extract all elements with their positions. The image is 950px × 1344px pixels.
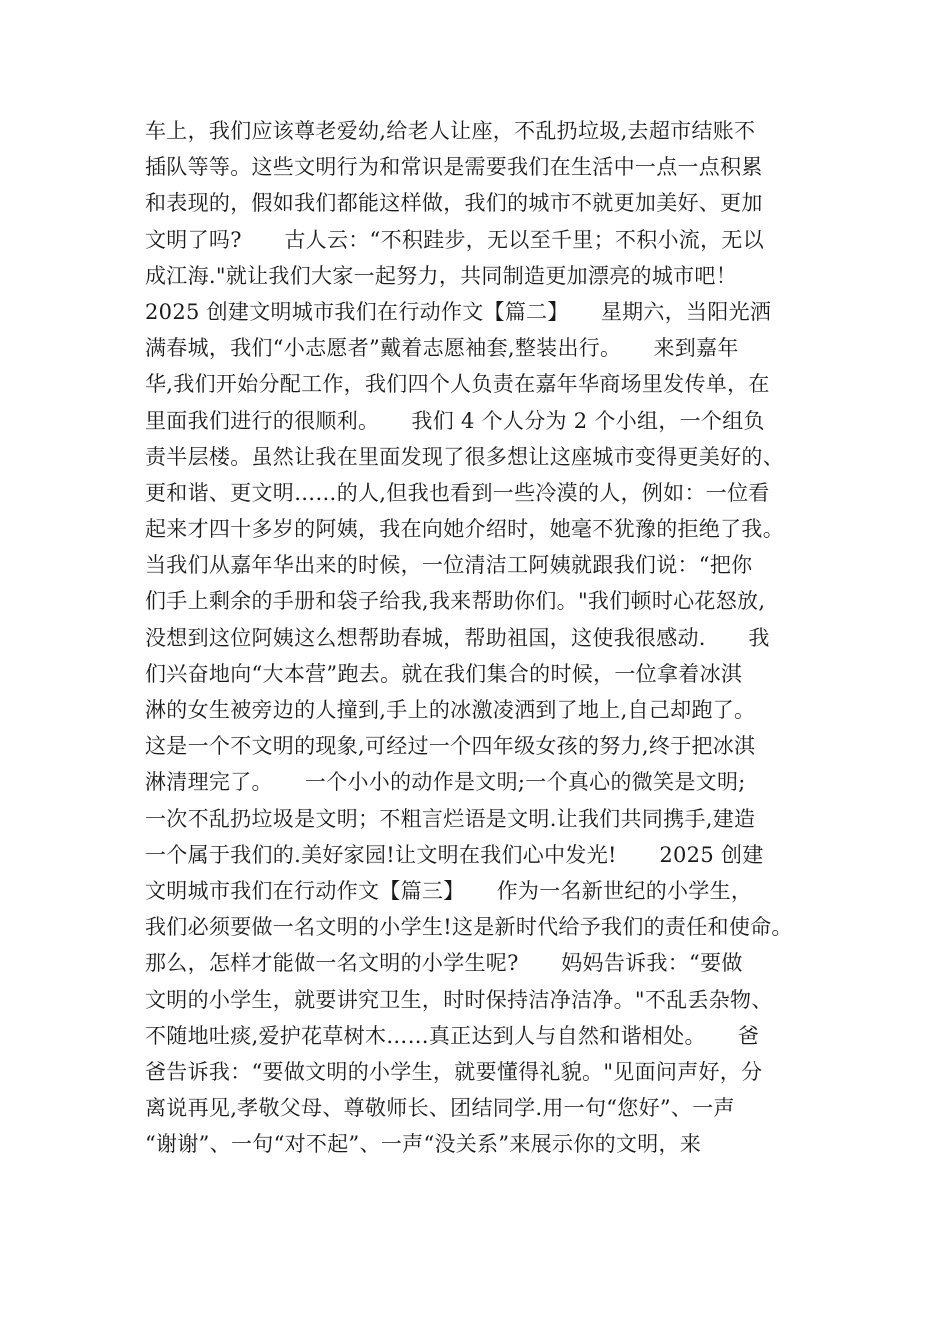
text-line: 文明了吗? 古人云：“不积跬步，无以至千里；不积小流，无以: [145, 227, 764, 252]
text-line: 当我们从嘉年华出来的时候，一位清洁工阿姨就跟我们说：“把你: [145, 553, 753, 578]
text-line: 文明城市我们在行动作文【篇三】 作为一名新世纪的小学生，: [145, 878, 753, 903]
text-line: 华,我们开始分配工作，我们四个人负责在嘉年华商场里发传单，在: [145, 372, 770, 397]
text-line: 一个属于我们的.美好家园!让文明在我们心中发光! 2025 创建: [145, 842, 764, 867]
text-line: 不随地吐痰,爱护花草树木……真正达到人与自然和谐相处。 爸: [145, 1023, 760, 1048]
text-line: 没想到这位阿姨这么想帮助春城，帮助祖国，这使我很感动. 我: [145, 625, 770, 650]
text-line: 那么，怎样才能做一名文明的小学生呢? 妈妈告诉我：“要做: [145, 951, 743, 976]
text-line: 们手上剩余的手册和袋子给我,我来帮助你们。"我们顿时心花怒放,: [145, 589, 766, 614]
text-line: 里面我们进行的很顺利。 我们 4 个人分为 2 个小组，一个组负: [145, 408, 765, 433]
text-line: 起来才四十多岁的阿姨，我在向她介绍时，她毫不犹豫的拒绝了我。: [145, 517, 784, 542]
text-line: 和表现的，假如我们都能这样做，我们的城市不就更加美好、更加: [145, 191, 763, 216]
text-line: 淋的女生被旁边的人撞到,手上的冰激凌洒到了地上,自己却跑了。: [145, 698, 756, 722]
text-line: 们兴奋地向“大本营”跑去。就在我们集合的时候，一位拿着冰淇: [145, 661, 743, 686]
text-line: 离说再见,孝敬父母、尊敬师长、团结同学.用一句“您好”、一声: [145, 1096, 735, 1121]
text-line: 文明的小学生，就要讲究卫生，时时保持洁净洁净。"不乱丢杂物、: [145, 987, 773, 1012]
text-line: “谢谢”、一句“对不起”、一声“没关系”来展示你的文明，来: [145, 1132, 702, 1157]
text-line: 车上，我们应该尊老爱幼,给老人让座，不乱扔垃圾,去超市结账不: [145, 119, 756, 143]
text-line: 爸告诉我：“要做文明的小学生，就要懂得礼貌。"见面问声好，分: [145, 1059, 763, 1084]
text-line: 2025 创建文明城市我们在行动作文【篇二】 星期六，当阳光洒: [145, 299, 772, 324]
text-line: 我们必须要做一名文明的小学生!这是新时代给予我们的责任和使命。: [145, 915, 793, 940]
text-line: 责半层楼。虽然让我在里面发现了很多想让这座城市变得更美好的、: [145, 444, 784, 469]
text-line: 这是一个不文明的现象,可经过一个四年级女孩的努力,终于把冰淇: [145, 734, 756, 759]
text-line: 插队等等。这些文明行为和常识是需要我们在生活中一点一点积累: [145, 155, 763, 180]
text-line: 更和谐、更文明……的人,但我也看到一些冷漠的人，例如：一位看: [145, 480, 770, 505]
text-line: 满春城，我们“小志愿者”戴着志愿袖套,整装出行。 来到嘉年: [145, 336, 739, 361]
text-line: 成江海."就让我们大家一起努力，共同制造更加漂亮的城市吧！: [145, 263, 738, 288]
essay-body-text: [145, 113, 835, 1162]
text-line: 一次不乱扔垃圾是文明；不粗言烂语是文明.让我们共同携手,建造: [145, 806, 756, 831]
text-line: 淋清理完了。 一个小小的动作是文明;一个真心的微笑是文明;: [145, 770, 746, 795]
